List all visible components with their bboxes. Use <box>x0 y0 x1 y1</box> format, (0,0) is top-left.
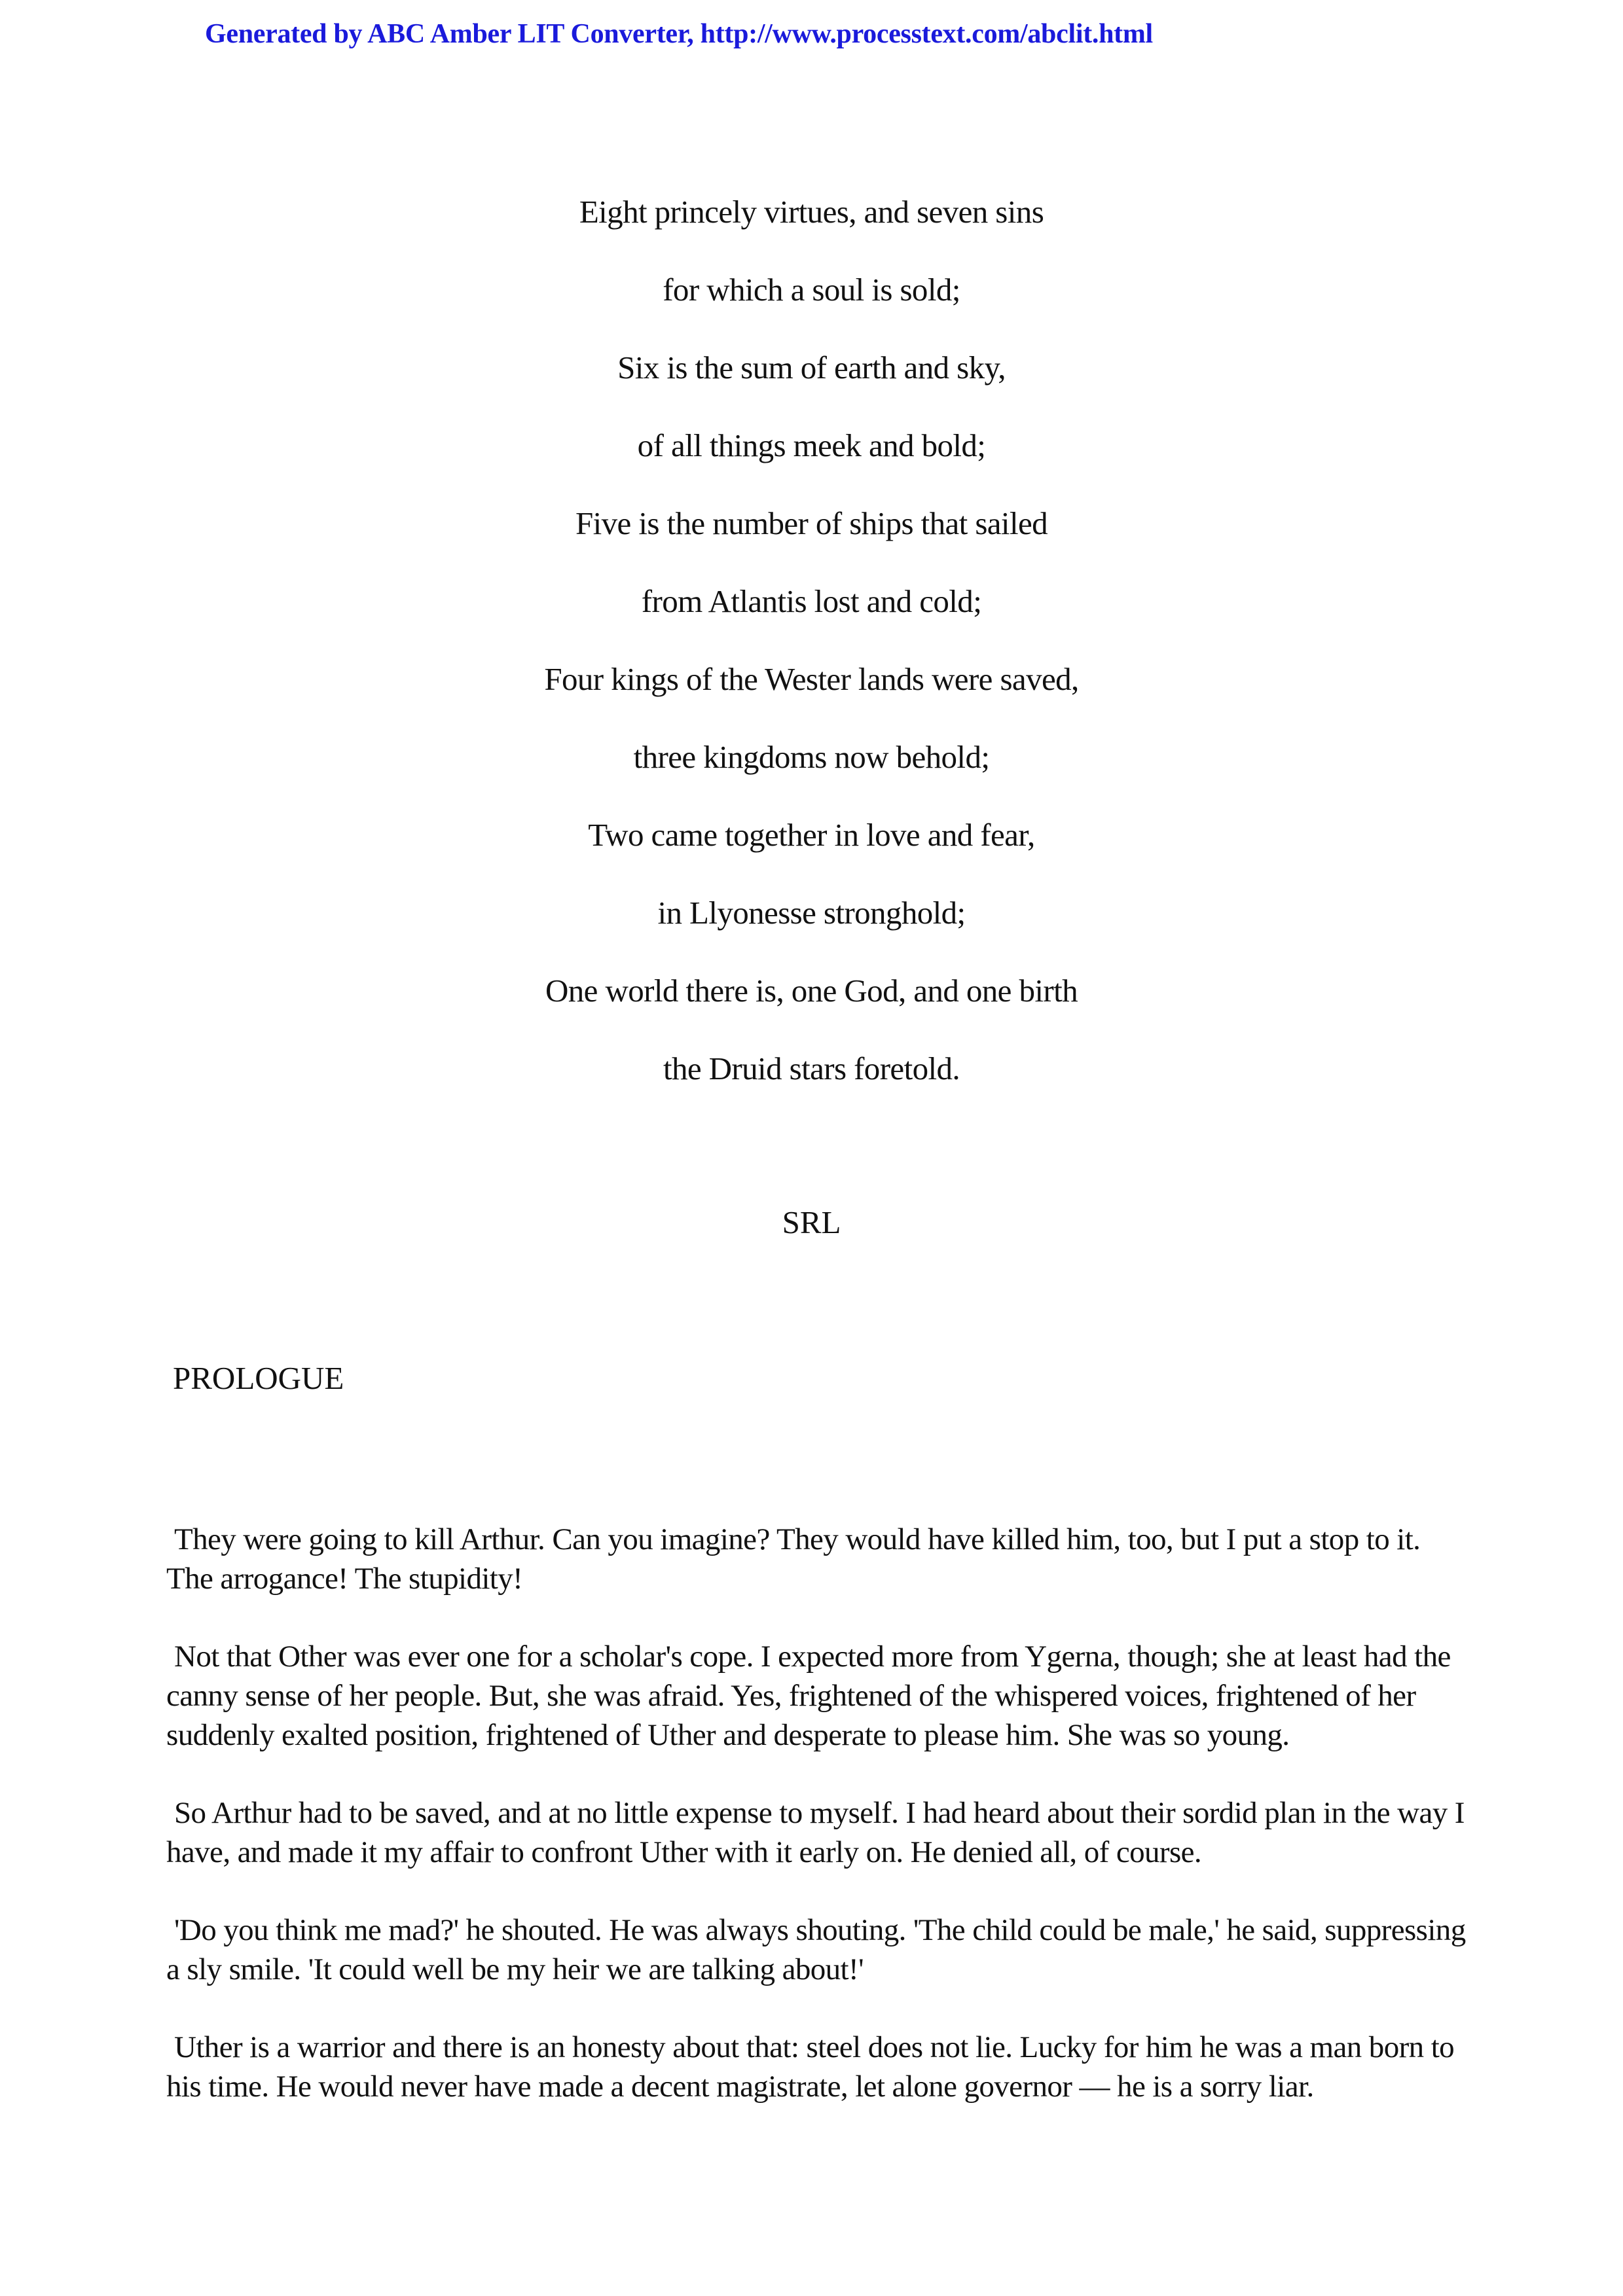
poem-line: Five is the number of ships that sailed <box>575 505 1048 541</box>
paragraph: 'Do you think me mad?' he shouted. He was always shouting. 'The child could be male,' he said, suppressing a sly smile. 'It could well be my heir we are talking about!' <box>166 1913 1466 1986</box>
poem-line: Two came together in love and fear, <box>588 817 1035 853</box>
poem-line: Four kings of the Wester lands were saved, <box>544 661 1079 697</box>
poem-line: of all things meek and bold; <box>637 427 986 463</box>
poem-line: from Atlantis lost and cold; <box>641 583 982 619</box>
poem-line: the Druid stars foretold. <box>663 1050 960 1086</box>
chapter-body <box>166 1520 1469 2145</box>
paragraph: Not that Other was ever one for a scholar's cope. I expected more from Ygerna, though; she at least had the canny sense of her people. But, she was afraid. Yes, frightened of the whispered voices, frightened of her suddenly exalted position, frightened of Uther and desperate to please him. She was so young. <box>166 1640 1451 1752</box>
poem-line: One world there is, one God, and one birth <box>545 973 1078 1009</box>
chapter-heading: PROLOGUE <box>173 1360 344 1396</box>
poem-line: in Llyonesse stronghold; <box>657 895 966 931</box>
generator-link[interactable]: Generated by ABC Amber LIT Converter, http://www.processtext.com/abclit.html <box>205 19 1153 49</box>
poem-line: for which a soul is sold; <box>663 272 960 308</box>
poem-line: three kingdoms now behold; <box>633 739 990 775</box>
paragraph: They were going to kill Arthur. Can you imagine? They would have killed him, too, but I put a stop to it. The arrogance! The stupidity! <box>166 1522 1421 1596</box>
poem-line: Eight princely virtues, and seven sins <box>579 194 1044 230</box>
poem-line: Six is the sum of earth and sky, <box>617 350 1006 386</box>
paragraph: Uther is a warrior and there is an honesty about that: steel does not lie. Lucky for him he was a man born to his time. He would never have made a decent magistrate, let alone governor — he is a sorry liar. <box>166 2030 1455 2104</box>
poem-signature: SRL <box>782 1204 841 1240</box>
poem <box>0 192 1623 1127</box>
paragraph: So Arthur had to be saved, and at no little expense to myself. I had heard about their sordid plan in the way I have, and made it my affair to confront Uther with it early on. He denied all, of course. <box>166 1796 1465 1869</box>
